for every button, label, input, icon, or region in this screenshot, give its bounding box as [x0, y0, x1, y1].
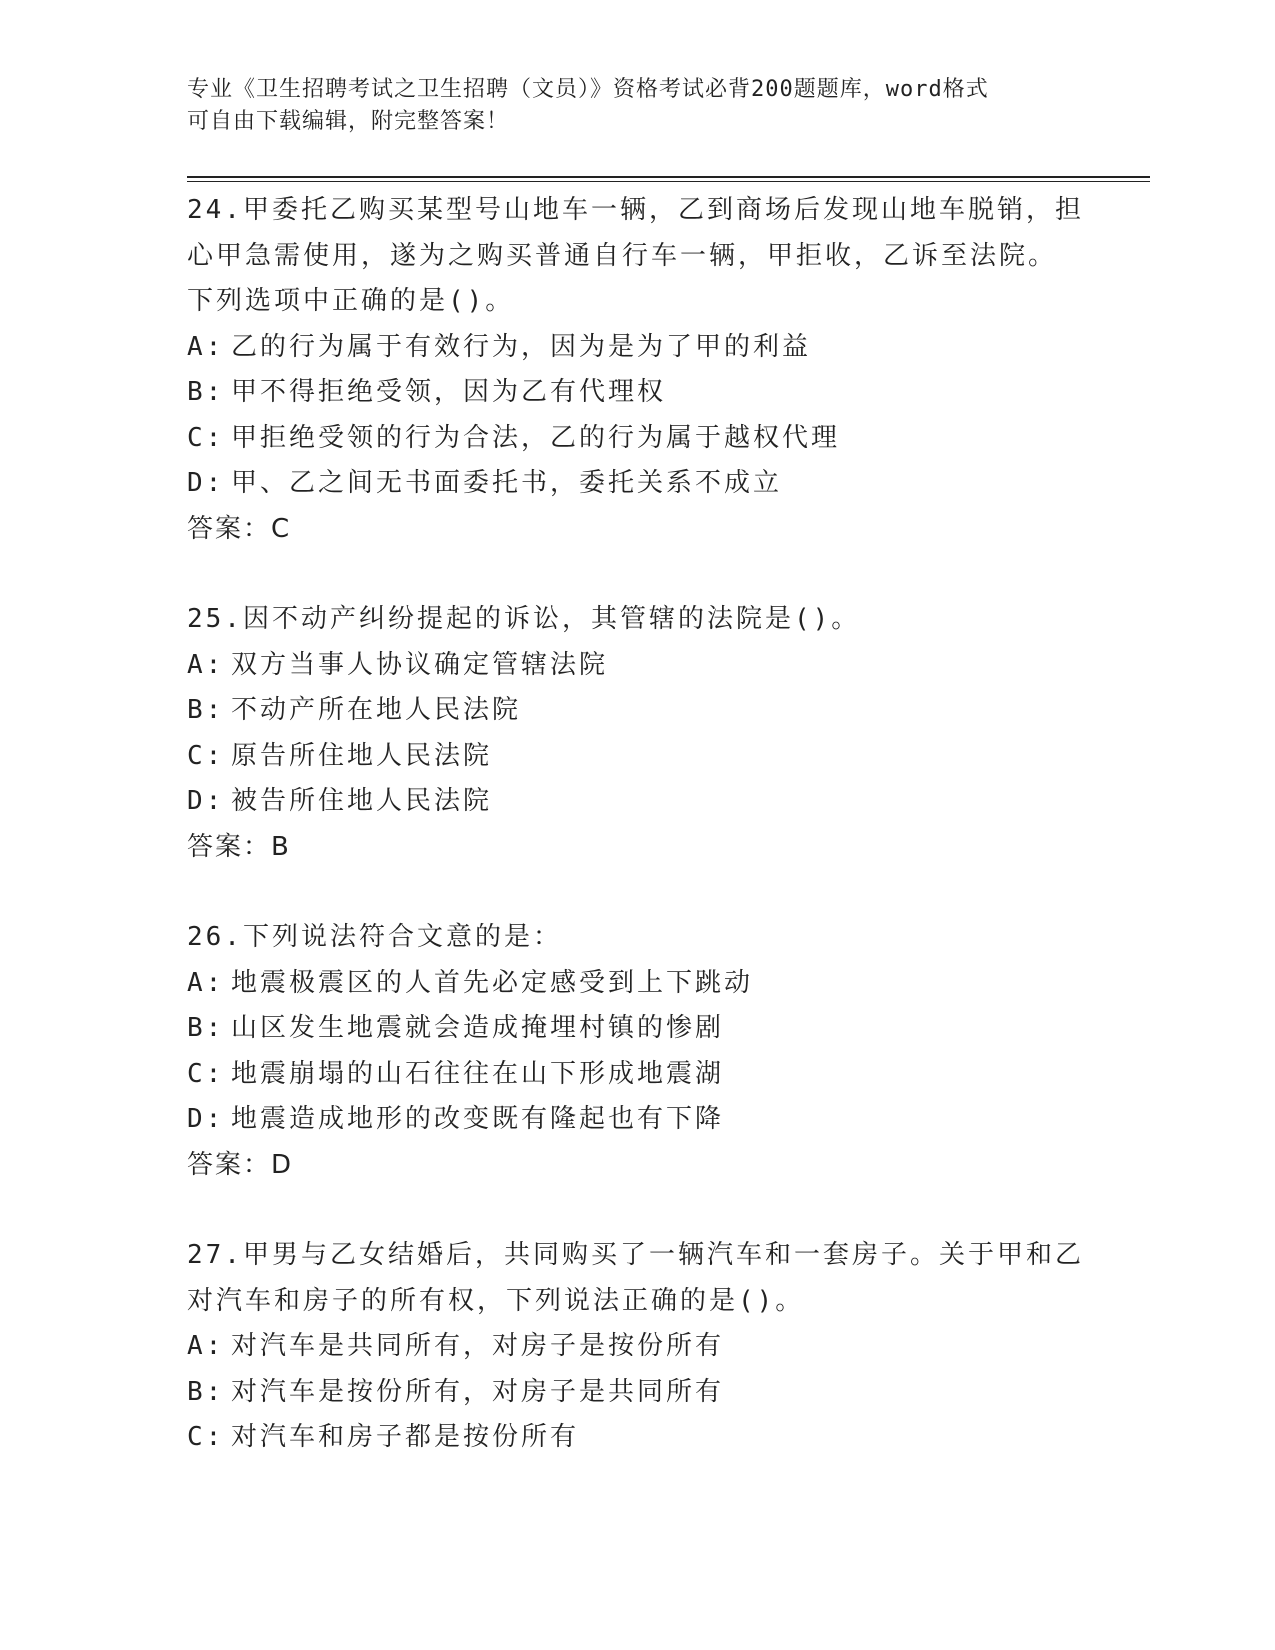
- header-line: 专业《卫生招聘考试之卫生招聘（文员）》资格考试必背200题题库，word格式: [187, 77, 989, 102]
- option-key: A:: [187, 649, 225, 680]
- option-text: 甲拒绝受领的行为合法，乙的行为属于越权代理: [231, 422, 841, 453]
- question-item: [187, 597, 1087, 870]
- option-text: 地震造成地形的改变既有隆起也有下降: [231, 1104, 725, 1134]
- option-d: [187, 1097, 1087, 1143]
- question-stem: 25.因不动产纠纷提起的诉讼，其管辖的法院是()。: [187, 604, 861, 634]
- question-stem: 下列选项中正确的是()。: [187, 286, 515, 316]
- option-key: D:: [187, 786, 225, 816]
- option-c: [187, 734, 1087, 780]
- option-key: B:: [187, 695, 225, 725]
- option-text: 甲、乙之间无书面委托书，委托关系不成立: [231, 468, 783, 498]
- option-text: 地震极震区的人首先必定感受到上下跳动: [231, 967, 754, 998]
- option-b: [187, 1006, 1087, 1052]
- option-c: [187, 416, 1087, 462]
- question-stem: 对汽车和房子的所有权，下列说法正确的是()。: [187, 1285, 805, 1316]
- option-a: [187, 643, 1087, 689]
- question-stem: 24.甲委托乙购买某型号山地车一辆，乙到商场后发现山地车脱销，担: [187, 195, 1084, 225]
- option-c: [187, 1415, 1087, 1461]
- option-text: 乙的行为属于有效行为，因为是为了甲的利益: [231, 331, 812, 362]
- header-line: 可自由下载编辑，附完整答案！: [187, 109, 510, 134]
- option-key: C:: [187, 1058, 225, 1089]
- option-text: 对汽车是共同所有，对房子是按份所有: [231, 1331, 725, 1361]
- question-list: [187, 188, 1087, 1506]
- option-a: [187, 325, 1087, 371]
- option-key: D:: [187, 468, 225, 498]
- question-item: [187, 188, 1087, 552]
- option-key: D:: [187, 1104, 225, 1134]
- option-text: 双方当事人协议确定管辖法院: [231, 649, 609, 680]
- option-text: 原告所住地人民法院: [231, 740, 493, 771]
- option-a: [187, 961, 1087, 1007]
- option-text: 地震崩塌的山石往往在山下形成地震湖: [231, 1058, 725, 1089]
- document-header: [187, 74, 1067, 138]
- option-key: B:: [187, 1013, 225, 1043]
- option-text: 甲不得拒绝受领，因为乙有代理权: [231, 377, 667, 407]
- answer-line: 答案：D: [187, 1149, 294, 1180]
- header-divider-thin: [187, 181, 1150, 182]
- option-key: C:: [187, 1422, 225, 1452]
- option-key: C:: [187, 740, 225, 771]
- option-key: A:: [187, 1331, 225, 1361]
- question-stem: 心甲急需使用，遂为之购买普通自行车一辆，甲拒收，乙诉至法院。: [187, 240, 1058, 271]
- option-text: 被告所住地人民法院: [231, 786, 493, 816]
- option-d: [187, 779, 1087, 825]
- option-c: [187, 1052, 1087, 1098]
- option-b: [187, 1370, 1087, 1416]
- question-item: [187, 1233, 1087, 1461]
- option-text: 对汽车和房子都是按份所有: [231, 1422, 580, 1452]
- option-key: C:: [187, 422, 225, 453]
- option-text: 山区发生地震就会造成掩埋村镇的惨剧: [231, 1013, 725, 1043]
- answer-line: 答案：C: [187, 513, 292, 544]
- option-key: A:: [187, 331, 225, 362]
- option-d: [187, 461, 1087, 507]
- option-key: B:: [187, 377, 225, 407]
- option-a: [187, 1324, 1087, 1370]
- option-text: 对汽车是按份所有，对房子是共同所有: [231, 1376, 725, 1407]
- option-key: A:: [187, 967, 225, 998]
- option-text: 不动产所在地人民法院: [231, 695, 522, 725]
- answer-line: 答案：B: [187, 831, 291, 862]
- option-b: [187, 370, 1087, 416]
- question-item: [187, 915, 1087, 1188]
- option-b: [187, 688, 1087, 734]
- question-stem: 26.下列说法符合文意的是：: [187, 922, 562, 952]
- header-divider-thick: [187, 176, 1150, 178]
- option-key: B:: [187, 1376, 225, 1407]
- question-stem: 27.甲男与乙女结婚后，共同购买了一辆汽车和一套房子。关于甲和乙: [187, 1240, 1084, 1270]
